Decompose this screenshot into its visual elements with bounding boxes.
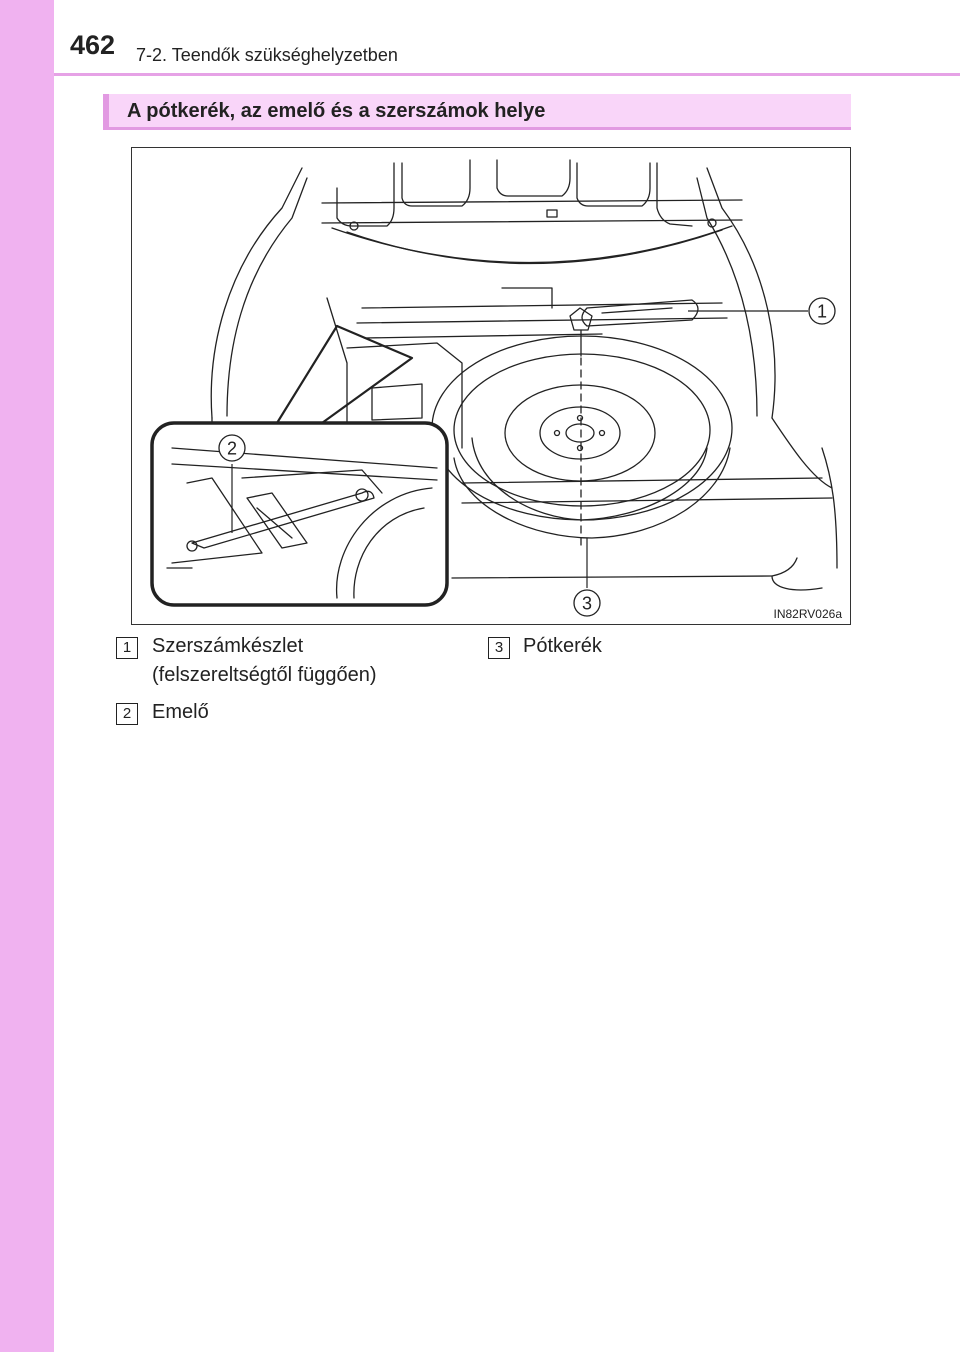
callout-1-label: 1	[816, 301, 828, 322]
trunk-drawing	[132, 148, 850, 624]
side-color-band	[0, 0, 54, 1352]
page-number: 462	[70, 30, 116, 60]
section-title: A pótkerék, az emelő és a szerszámok helye	[127, 100, 546, 122]
legend-number-1: 1	[116, 637, 138, 659]
chapter-title: 7-2. Teendők szükséghelyzetben	[136, 45, 398, 65]
legend-3-text: Pótkerék	[523, 635, 602, 657]
legend-number-3: 3	[488, 637, 510, 659]
legend-1-text: Szerszámkészlet	[152, 635, 304, 657]
trunk-illustration	[131, 147, 851, 625]
legend-item-jack	[152, 698, 209, 727]
section-heading-box	[103, 94, 851, 130]
legend-item-tool-kit	[152, 632, 377, 690]
legend-number-2: 2	[116, 703, 138, 725]
legend-1-subtext: (felszereltségtől függően)	[152, 664, 377, 686]
callout-2-label: 2	[226, 438, 238, 459]
legend-2-text: Emelő	[152, 701, 209, 723]
callout-3-label: 3	[581, 593, 593, 614]
figure-code: IN82RV026a	[773, 607, 842, 621]
header-divider	[54, 73, 960, 76]
legend-item-spare-tire	[523, 632, 602, 661]
